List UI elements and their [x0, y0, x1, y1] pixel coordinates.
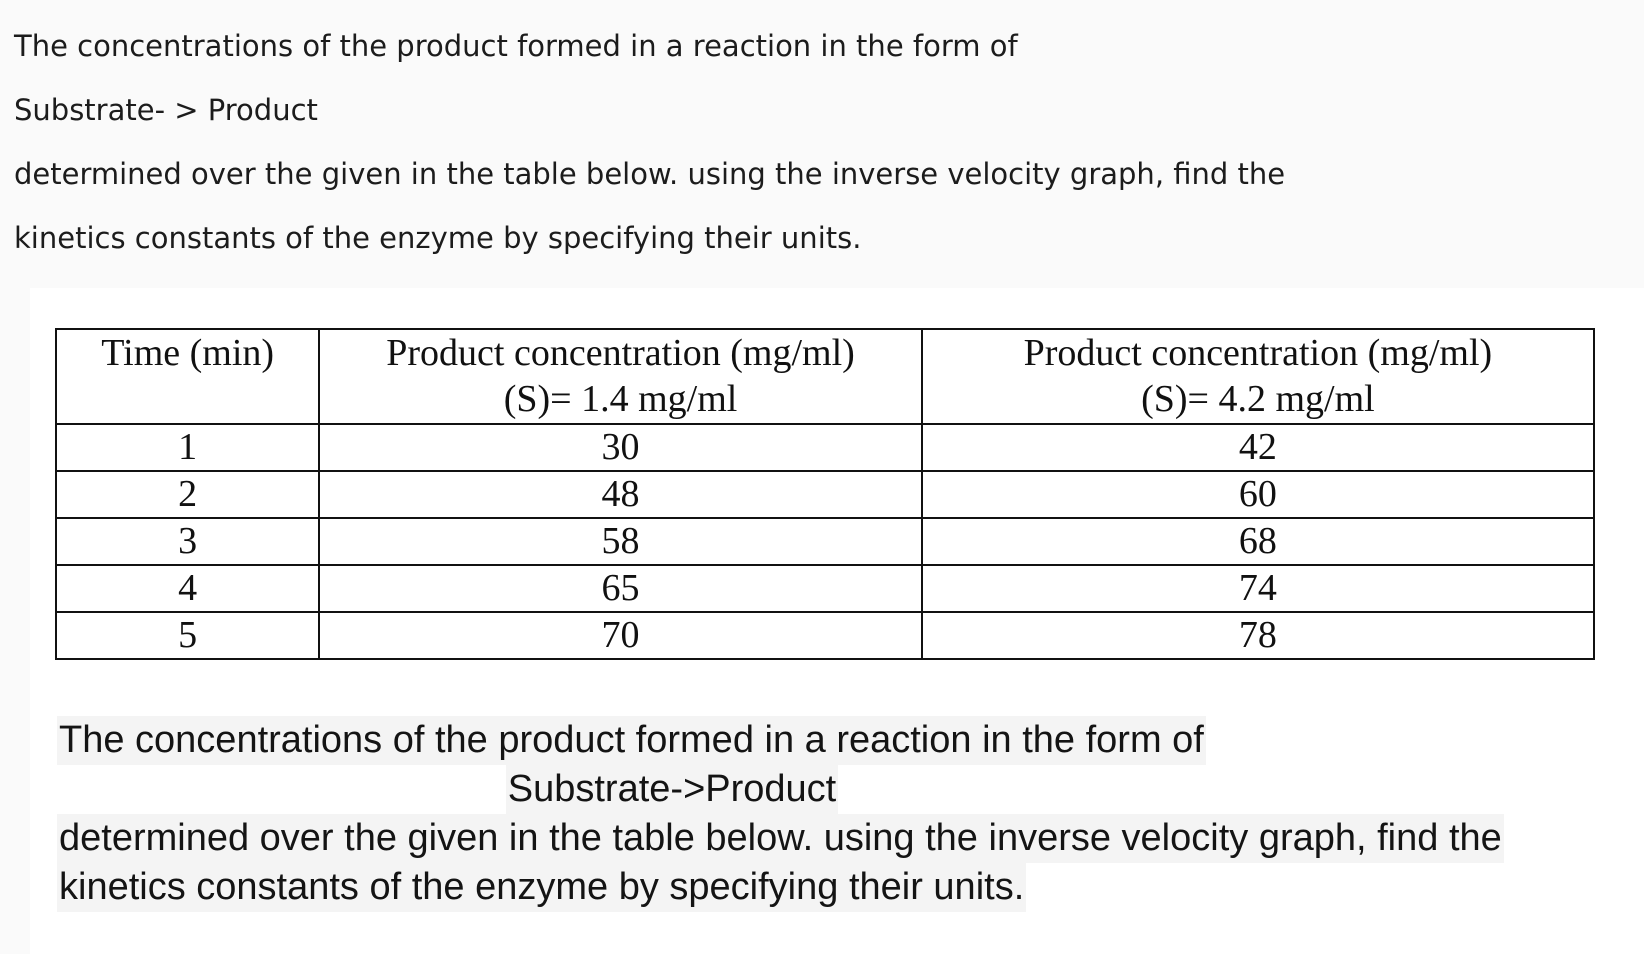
table-row	[56, 612, 1594, 659]
outro-line-2: Substrate->Product	[506, 765, 838, 814]
cell-product-s1: 30	[319, 424, 921, 471]
header-product-s2-title: Product concentration (mg/ml)	[1023, 332, 1493, 374]
table-row	[56, 518, 1594, 565]
header-product-s2-substrate: (S)= 4.2 mg/ml	[1141, 378, 1375, 420]
header-product-s1	[319, 329, 921, 424]
question-intro	[14, 22, 1574, 278]
intro-line-3: determined over the given in the table below. using the inverse velocity graph, find the	[14, 157, 1286, 191]
cell-time: 2	[56, 471, 319, 518]
intro-line-1: The concentrations of the product formed in a reaction in the form of	[14, 29, 1018, 63]
cell-product-s1: 70	[319, 612, 921, 659]
cell-time: 4	[56, 565, 319, 612]
table-row	[56, 565, 1594, 612]
table-row	[56, 471, 1594, 518]
header-product-s1-title: Product concentration (mg/ml)	[386, 332, 855, 374]
header-time-label: Time (min)	[101, 332, 275, 374]
outro-line-4: kinetics constants of the enzyme by specifying their units.	[57, 863, 1026, 912]
header-product-s2	[922, 329, 1594, 424]
cell-time: 1	[56, 424, 319, 471]
cell-product-s2: 60	[922, 471, 1594, 518]
cell-product-s2: 42	[922, 424, 1594, 471]
embedded-image-panel	[30, 288, 1644, 954]
header-time	[56, 329, 319, 424]
table-row	[56, 424, 1594, 471]
cell-product-s2: 68	[922, 518, 1594, 565]
intro-line-4: kinetics constants of the enzyme by specifying their units.	[14, 221, 862, 255]
cell-product-s1: 65	[319, 565, 921, 612]
cell-time: 3	[56, 518, 319, 565]
product-concentration-table	[55, 328, 1595, 660]
cell-product-s1: 58	[319, 518, 921, 565]
intro-line-2: Substrate- > Product	[14, 93, 318, 127]
outro-line-1: The concentrations of the product formed in a reaction in the form of	[57, 716, 1206, 765]
table-header-row	[56, 329, 1594, 424]
cell-product-s2: 78	[922, 612, 1594, 659]
cell-product-s1: 48	[319, 471, 921, 518]
cell-time: 5	[56, 612, 319, 659]
cell-product-s2: 74	[922, 565, 1594, 612]
header-product-s1-substrate: (S)= 1.4 mg/ml	[503, 378, 738, 420]
question-outro	[57, 716, 1627, 912]
outro-line-3: determined over the given in the table below. using the inverse velocity graph, find the	[57, 814, 1504, 863]
